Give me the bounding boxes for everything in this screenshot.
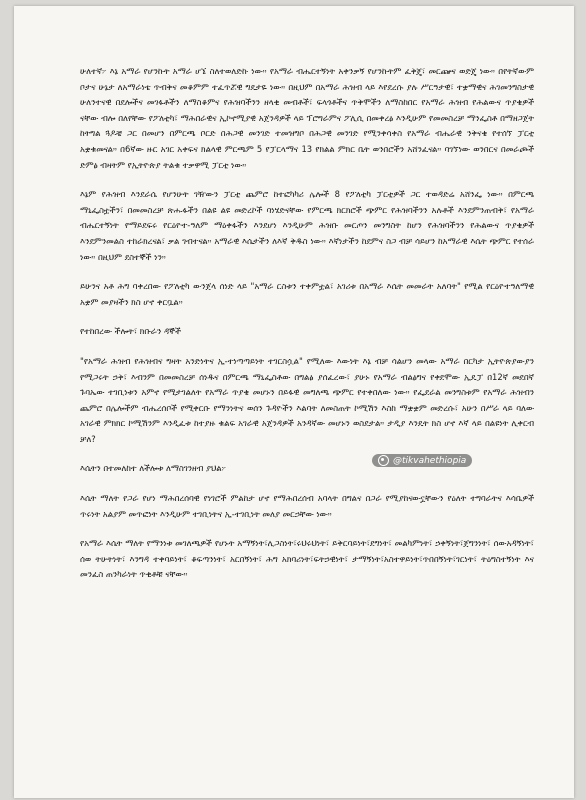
paragraph-5: "የአማራ ሕዝብ የሕዝብና ግዛት አንድነትና ኢ-ተነጣጣይነት ተገርስሷል" የሚለው እውነት እኔ ብቻ ሳልሆን መላው አማራ በርካታ ኢትዮጵያውያን የሚጋሩት ኃቅ፣ እብንም በመመስረቻ ሰነዱና በምርጫ ማኒፌስቶው በግልፅ ያሰፈረው፣ ያሁኑ የአማራ ብልፅግና የቀደሞው ኢዴፓ በ12ኛ መደበኛ ጉባኤው ተገቢነቱን አምኖ የሚታገልለት የአማራ ጥያቄ መሆኑን በይፋዊ መግለጫ ጭምር የተቀበለው ነው። የፌደራል መንግስቱም የአማራ ሕዝብን ጨምሮ በሌሎችም ብሔረሰቦች የሚቀርቡ የማንነትና ወሰን ጉዳዮችን እልባት ለመስጠት ኮሚሽን እስከ ማቋቋም መድረሱ፣ አሁን በሥራ ላይ ባለው አገራዊ ምክክር ኮሚሽንም እንዲፈቱ ከተያዙ ቁልፍ አገራዊ አጀንዳዎች አንዳኛው መሆኑን ወስደታል። ታዲያ እንዴት ክስ ሆኖ እኛ ላይ በልዩነት ሊቀርብ ቻለ?	[80, 355, 534, 444]
watermark	[372, 454, 472, 467]
paragraph-8: የአማራ እሴት ማለት የማንነቱ መገለጫዎች የሆኑት አማኝነት፣ሊጋስነት፣ሩህሩህነት፣ ይቅርባይነት፣ደግነት፣ መልካምነት፣ ኃቀኝነት፣ጀግንነት፣ ሰውአዳኝነት፣ ሰወ ትሁትነት፣ እንግዳ ተቀባይነት፣ ቆፍጣንነት፣ አርበኝነት፣ ሕግ አክባሪነት፣ፍትኃዊነት፣ ታማኝነት፣አስተዋይነት፣ጥበበኝነት፣ገርነት፣ ትዕግስተኝነት እና መንፈስ ጠንካራነት ጥቂቶቹ ናቸው።	[80, 538, 534, 580]
paragraph-1: ሁለተኛ፦ እኔ አማራ የሆንኩት አማራ ሆኜ ስለተወለድኩ ነው። የአማራ ብሔርተኝነት አቀንቃኝ የሆንኩትም ፈቅጄ፣ መርጬና ወድጄ ነው። በየትኛውም ቦታና ሁኔታ ለአማራነቴ ጥብቅና መቆምም ተፈጥሯዊ ግዴታዬ ነው። በዚህም በአማራ ሕዝብ ላይ እየደረሱ ያሉ ሥርዓታዊ፣ ተቋማዊና ሕገመንግስታዊ ሁለንተናዊ በደሎችና መገፋቶችን ለማስቆምና የሕዝባችንን ዘላቂ መብቶች፣ ፍላጎቶችና ጥቅሞችን ለማስከበር የአማራ ሕዝብ የሕልውና ጥያቄዎች ናቸው ብሎ በለየቸው የፖለቲካ፣ ማሕበራዊና ኢኮኖሚያዊ አጀንዳዎች ላይ ፕሮግራምና ፖሊሲ በመቀረፅ እንዲሁም የመመስረቻ ማንፌስቶ በማዘጋጀት ከትግል ጓዶቼ ጋር በመሆን በምርጫ ቦርድ በሕጋዊ መንገድ ተመዝግቦ በሕጋዊ መንገድ የሚንቀሳቀስ የአማራ ብሔራዊ ንቅናቄ የተሰኘ ፓርቲ አቋቁመናል። በ6ኛው ዙር አገር አቀፍና ክልላዊ ምርጫም 5 የፓርላማና 13 የክልል ምክር ቤት ወንበሮችን አሸንፈናል። ባገኘነው ወንበርና በመራጮች ድምፅ ብዛትም የኢትዮጵያ ትልቁ ተቃዋሚ ፓርቲ ነው።	[80, 66, 534, 170]
document-page	[14, 6, 574, 798]
values-intro-heading: እሴትን በተመለከተ ለችሎቱ ለማስገንዘብ ያህል፦	[80, 463, 226, 474]
paragraph-7: እሴት ማለት የጋራ የሆነ ማሕበረሰባዊ የነገሮች ምልከታ ሆኖ የማሕበረሰብ አባላት በግልና በጋራ የሚያከናውኗቸውን የዕለት ተግባራትና እሳቤዎች ጥሩነት አልያም መጥፎነት እንዲሁም ተገቢነትና ኢ-ተገቢነት መለያ መርኃቸው ነው።	[80, 493, 534, 519]
camera-icon	[378, 455, 389, 466]
paragraph-2: እኔም የሕዝብ እንደራሴ የሆንሁት ገዥውን ፓርቲ ጨምሮ ከተፎካካሪ ሌሎች 8 የፖለቲካ ፓርቲዎች ጋር ተወዳድሬ አሸንፌ ነው። በምርጫ ማኒፌስቷችን፣ በመመስረቻ ጽሑፋችን በልዩ ልዩ መድረኮች ባነሄድናቸው የምርጫ ክርክሮች ጭምር የሕዝባችንን አሉቶች እንደምንጠብቅ፣ የአማራ ብሔርተኝነት የማይደፍሩ የርዕዮተ-ዓለም ማዕቀፋችን እንደሆነ እንዲሁም ሕዝቡ መርጦን መንግስት ከሆን የሕዝባችንን የሕልውና ጥያቄዎች እንደምንመልስ ተከራክረናል፣ ቃል ገብተናል። አማራዊ እሴታችን ለእኛ ቅዱስ ነው። እኛነታችን ከደምና ስጋ ብቻ ሳይሆን ከአማራዊ እሴት ጭምር የተሰራ ነው። በዚህም ደስተኞች ነን።	[80, 189, 534, 262]
court-address-heading: የተከበረው ችሎት፣ ክቡራን ዳኞች	[80, 326, 181, 337]
paragraph-3: ይሁንና አቶ ሕግ ባቀረበው የፖለቲካ ውንጀላ ሰነድ ላይ "አማራ ርስቱን ተቀምቷል፣ አገሪቱ በአማራ እሴት መመራት አለባት" የሚል የርዕዮተዓለማዊ አቋም መያዛችን ክስ ሆኖ ቀርቧል።	[80, 281, 534, 307]
document-body	[80, 64, 534, 597]
watermark-text: @tikvahethiopia	[393, 455, 467, 466]
